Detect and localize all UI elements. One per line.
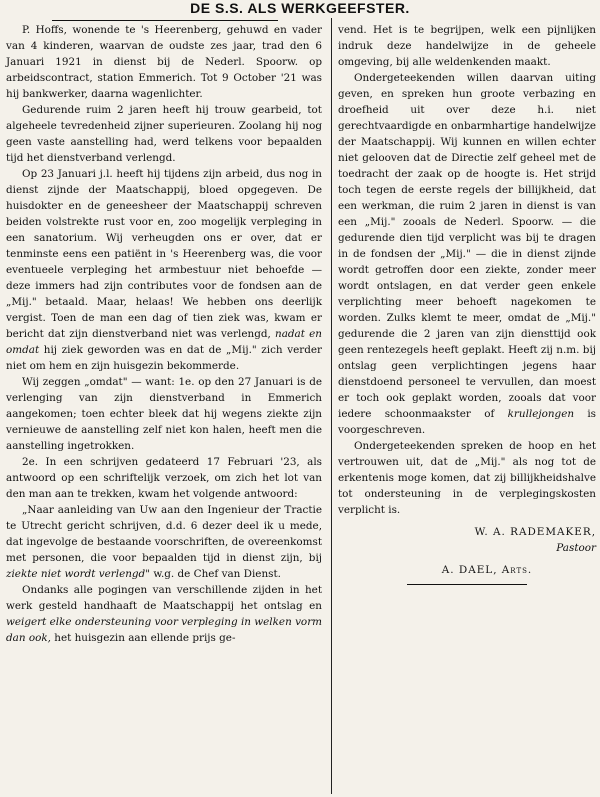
paragraph-4: Wij zeggen „omdat" — want: 1e. op den 27 Januari is de verlenging van zijn dienstverband in Emmerich aangekomen; toen echter bleek dat hij wegens ziekte zijn vernieuwe de aanstelling zelf niet kon halen, heeft men die aanstelling ingetrokken.	[6, 376, 322, 452]
paragraph-8	[338, 70, 596, 438]
paragraph-1: P. Hoffs, wonende te 's Heerenberg, gehuwd en vader van 4 kinderen, waarvan de oudste zes jaar, trad den 6 Januari 1921 in dienst bij de Nederl. Spoorw. op arbeidscontract, station Emmerich. Tot 9 October '21 was hij bankwerker, daarna wagenlichter.	[6, 24, 322, 100]
signature-role-1: Pastoor	[556, 542, 596, 554]
emphasis-nadat-omdat: nadat en omdat	[6, 328, 322, 356]
signature-block-2	[338, 562, 596, 578]
emphasis-krullejongen: krullejongen	[507, 408, 575, 420]
paragraph-8-tail: is voorgeschreven.	[338, 408, 597, 436]
paragraph-7: vend. Het is te begrijpen, welk een pijnlijken indruk deze handelwijze in de geheele omgeving, bij alle weldenkenden maakt.	[338, 24, 596, 68]
emphasis-weigert: weigert elke ondersteuning voor verpleging in welken vorm dan ook,	[6, 616, 323, 644]
quoted-letter-text: „Naar aanleiding van Uw aan den Ingenieur der Tractie te Utrecht gericht schrijven, d.d. 6 dezer deel ik u mede, dat ingevolge de bestaande voorschriften, de overeenkomst met personen, die voor bepaalden tijd in dienst zijn, bij	[6, 504, 322, 564]
letter-signature: w.g. de Chef van Dienst.	[153, 568, 281, 580]
signature-name-1: W. A. RADEMAKER,	[474, 526, 596, 538]
quoted-letter	[6, 502, 322, 582]
signature-name-2: A. DAEL, Arts.	[441, 564, 533, 576]
column-divider	[331, 18, 332, 794]
paragraph-3-tail: hij ziek geworden was en dat de „Mij." zich verder niet om hem en zijn huisgezin bekommerde.	[6, 344, 322, 372]
headline: DE S.S. ALS WERKGEEFSTER.	[190, 0, 410, 16]
paragraph-8-text: Ondergeteekenden willen daarvan uiting geven, en spreken hun groote verbazing en droefheid uit over deze h.i. niet gerechtvaardigde en onbarmhartige handelwijze der Maatschappij. Wij kunnen en willen echter niet gelooven dat de Directie zelf geheel met de toedracht der zaak op de hoogte is. Het strijd toch tegen de eerste regels der billijkheid, dat een werkman, die ruim 2 jaren in dienst is van een „Mij." zooals de Nederl. Spoorw. — die gedurende dien tijd verplicht was bij te dragen in de fondsen der „Mij." — die in dienst zijnde wordt getroffen door een ziekte, zonder meer wordt ontslagen, en dat verder geen enkele verplichting meer behoeft nagekomen te worden. Zulks klemt te meer, omdat de „Mij." gedurende die 2 jaren van zijn diensttijd ook geen rentezegels heeft geplakt. Heeft zij n.m. bij ontslag geen verplichtingen jegens haar dienstdoend personeel te vervullen, dan moest er toch ook geplakt worden, zooals dat voor iedere schoonmaakster of	[338, 72, 596, 420]
signature-block-1	[338, 524, 596, 556]
emphasis-ziekte: ziekte niet wordt verlengd"	[6, 568, 150, 580]
paragraph-6	[6, 582, 322, 646]
paragraph-5: 2e. In een schrijven gedateerd 17 Februari '23, als antwoord op een schriftelijk verzoek, om zich het lot van den man aan te trekken, kwam het volgende antwoord:	[6, 456, 322, 500]
paragraph-3-text: Op 23 Januari j.l. heeft hij tijdens zijn arbeid, dus nog in dienst zijnde der Maatschappij, bloed opgegeven. De huisdokter en de geneesheer der Maatschappij schreven beiden volstrekte rust voor en, zoo mogelijk verpleging in een sanatorium. Wij verheugden ons er over, dat er tenminste eens een patiënt in 's Heerenberg was, die voor eventueele verpleging het armbestuur niet behoefde — deze immers had zijn contributes voor de fondsen aan de „Mij." betaald. Maar, helaas! We hebben ons deerlijk vergist. Toen de man een dag of tien ziek was, kwam er bericht dat zijn dienstverband niet was verlengd,	[6, 168, 322, 340]
paragraph-3	[6, 166, 322, 374]
headline-underline	[52, 20, 278, 21]
right-column	[338, 22, 596, 585]
paragraph-2: Gedurende ruim 2 jaren heeft hij trouw gearbeid, tot algeheele tevredenheid zijner superieuren. Zoolang hij nog geen vaste aanstelling had, werd telkens voor bepaalden tijd het dienstverband verlengd.	[6, 104, 322, 164]
paragraph-6-text: Ondanks alle pogingen van verschillende zijden in het werk gesteld handhaaft de Maatschappij het ontslag en	[6, 584, 322, 612]
left-column	[6, 22, 328, 646]
paragraph-6-tail: het huisgezin aan ellende prijs ge-	[54, 632, 236, 644]
end-rule	[407, 584, 527, 585]
paragraph-9: Ondergeteekenden spreken de hoop en het vertrouwen uit, dat de „Mij." als nog tot de erkentenis moge komen, dat zij billijkheidshalve tot ondersteuning in de verplegingskosten verplicht is.	[338, 440, 596, 516]
